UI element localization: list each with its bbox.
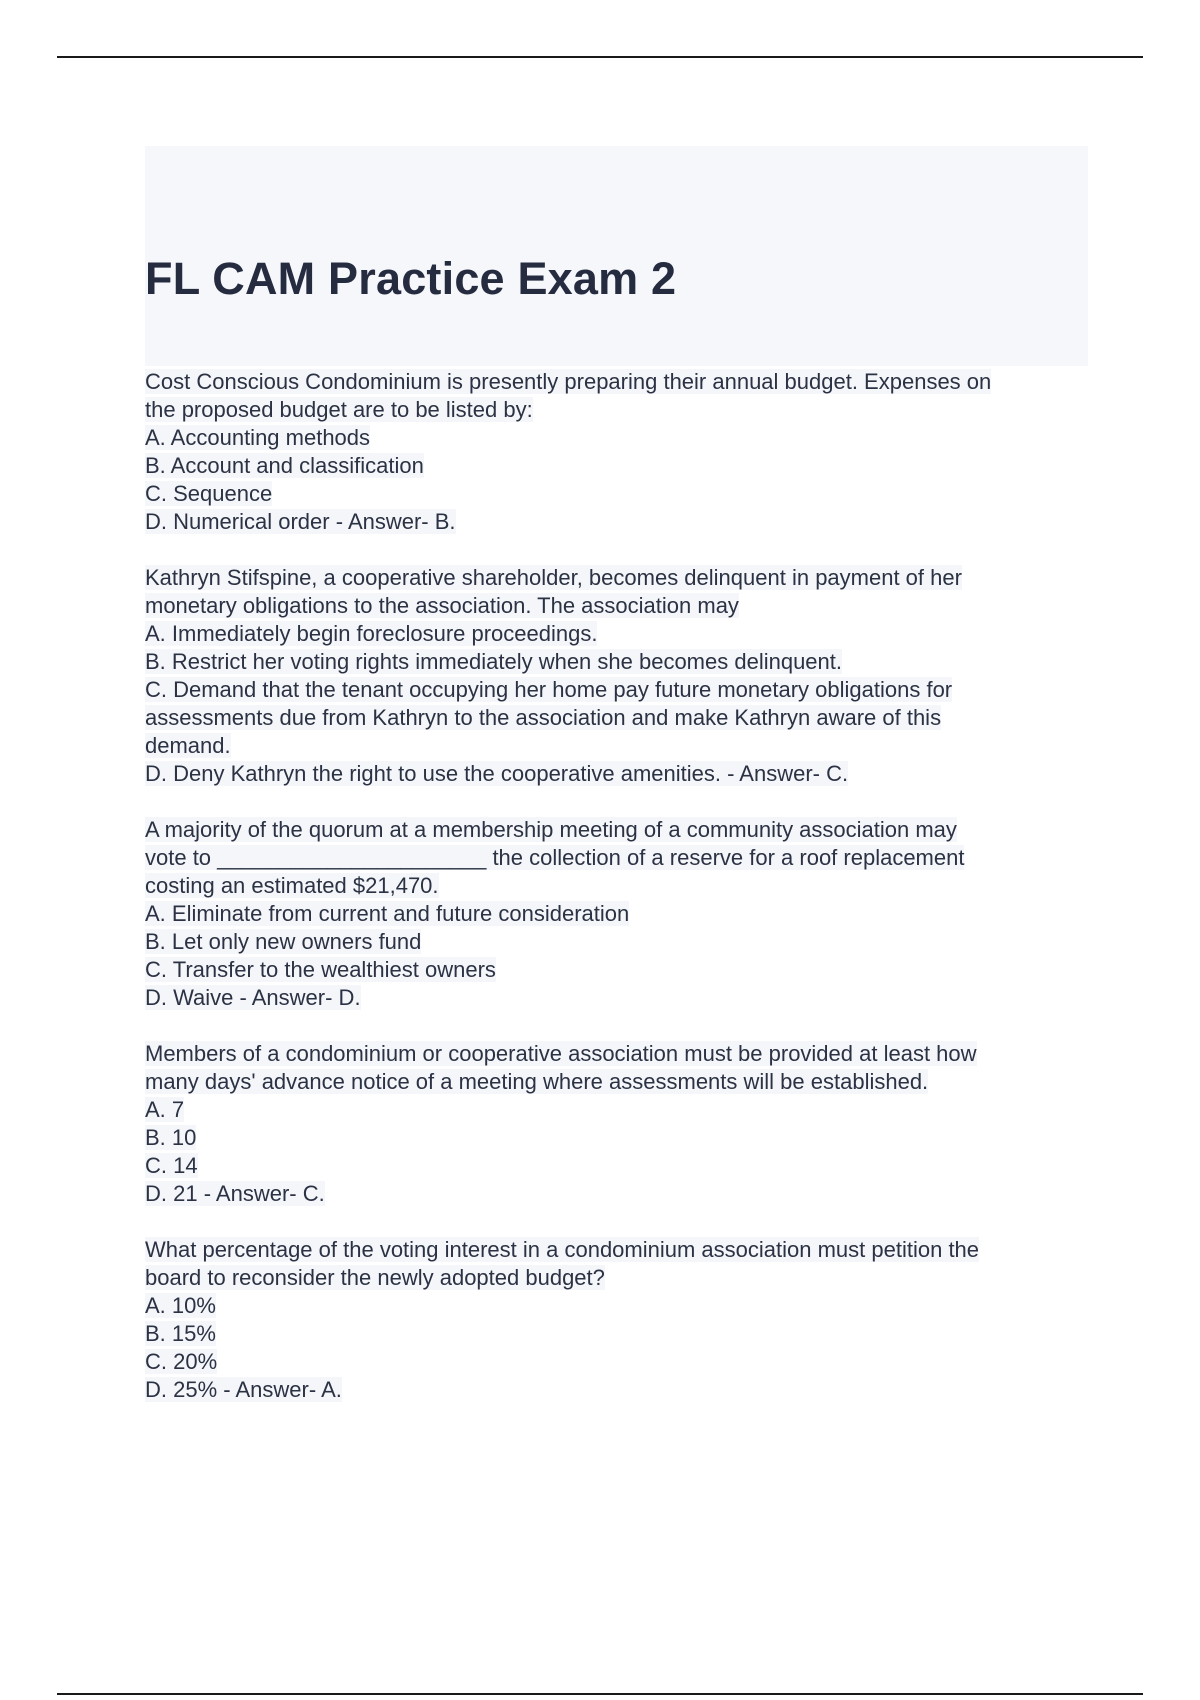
question-text-line bbox=[145, 564, 1095, 592]
answer-option bbox=[145, 676, 1095, 704]
answer-option-text: B. 10 bbox=[145, 1125, 197, 1150]
answer-option-text: A. Accounting methods bbox=[145, 425, 371, 450]
answer-option bbox=[145, 928, 1095, 956]
question-text: Kathryn Stifspine, a cooperative shareholder, becomes delinquent in payment of her bbox=[145, 565, 962, 590]
question-text: costing an estimated $21,470. bbox=[145, 873, 439, 898]
question-text-line bbox=[145, 396, 1095, 424]
answer-option bbox=[145, 480, 1095, 508]
answer-option bbox=[145, 900, 1095, 928]
question-text-line bbox=[145, 1068, 1095, 1096]
question-text: Cost Conscious Condominium is presently preparing their annual budget. Expenses on bbox=[145, 369, 992, 394]
answer-option-text: D. 25% - Answer- A. bbox=[145, 1377, 342, 1402]
answer-option-text: C. Demand that the tenant occupying her home pay future monetary obligations for bbox=[145, 677, 953, 702]
answer-option-text: A. 10% bbox=[145, 1293, 216, 1318]
question-text: monetary obligations to the association. The association may bbox=[145, 593, 739, 618]
answer-option bbox=[145, 1152, 1095, 1180]
question-text-line bbox=[145, 704, 1095, 732]
answer-option-text: D. Deny Kathryn the right to use the cooperative amenities. - Answer- C. bbox=[145, 761, 849, 786]
top-rule bbox=[57, 56, 1143, 58]
answer-option bbox=[145, 760, 1095, 788]
question-block bbox=[145, 816, 1095, 1012]
answer-option-text: A. Eliminate from current and future consideration bbox=[145, 901, 630, 926]
question-list bbox=[145, 368, 1095, 1432]
answer-option-text: C. 14 bbox=[145, 1153, 198, 1178]
answer-option-text: B. 15% bbox=[145, 1321, 216, 1346]
question-text-line bbox=[145, 844, 1095, 872]
answer-option-text: B. Let only new owners fund bbox=[145, 929, 422, 954]
answer-option-text: D. Numerical order - Answer- B. bbox=[145, 509, 456, 534]
answer-option bbox=[145, 1348, 1095, 1376]
answer-option-text: C. Transfer to the wealthiest owners bbox=[145, 957, 496, 982]
answer-option-text: B. Restrict her voting rights immediately when she becomes delinquent. bbox=[145, 649, 843, 674]
answer-option bbox=[145, 1320, 1095, 1348]
question-block bbox=[145, 1040, 1095, 1208]
answer-option-text: C. Sequence bbox=[145, 481, 273, 506]
answer-option-text: D. Waive - Answer- D. bbox=[145, 985, 361, 1010]
bottom-rule bbox=[57, 1693, 1143, 1695]
title-block bbox=[145, 146, 1088, 366]
answer-option bbox=[145, 956, 1095, 984]
answer-option bbox=[145, 1096, 1095, 1124]
answer-option bbox=[145, 1124, 1095, 1152]
question-text: What percentage of the voting interest in a condominium association must petition the bbox=[145, 1237, 980, 1262]
question-text: vote to ______________________ the collection of a reserve for a roof replacement bbox=[145, 845, 965, 870]
question-text-line bbox=[145, 1040, 1095, 1068]
question-text-line bbox=[145, 732, 1095, 760]
answer-option bbox=[145, 984, 1095, 1012]
answer-option-text: D. 21 - Answer- C. bbox=[145, 1181, 325, 1206]
answer-option bbox=[145, 1292, 1095, 1320]
answer-option-text: A. 7 bbox=[145, 1097, 185, 1122]
question-text-line bbox=[145, 872, 1095, 900]
answer-option bbox=[145, 648, 1095, 676]
question-text-line bbox=[145, 592, 1095, 620]
question-block bbox=[145, 368, 1095, 536]
answer-option-text: A. Immediately begin foreclosure proceedings. bbox=[145, 621, 598, 646]
question-text: the proposed budget are to be listed by: bbox=[145, 397, 533, 422]
question-text-line bbox=[145, 1236, 1095, 1264]
question-text-line bbox=[145, 1264, 1095, 1292]
question-block bbox=[145, 1236, 1095, 1404]
question-text: assessments due from Kathryn to the association and make Kathryn aware of this bbox=[145, 705, 942, 730]
question-text: board to reconsider the newly adopted budget? bbox=[145, 1265, 605, 1290]
question-text: many days' advance notice of a meeting where assessments will be established. bbox=[145, 1069, 929, 1094]
answer-option bbox=[145, 424, 1095, 452]
question-text: Members of a condominium or cooperative association must be provided at least how bbox=[145, 1041, 977, 1066]
answer-option bbox=[145, 1376, 1095, 1404]
answer-option bbox=[145, 1180, 1095, 1208]
question-text: demand. bbox=[145, 733, 231, 758]
answer-option-text: C. 20% bbox=[145, 1349, 218, 1374]
answer-option bbox=[145, 452, 1095, 480]
answer-option-text: B. Account and classification bbox=[145, 453, 424, 478]
question-text: A majority of the quorum at a membership meeting of a community association may bbox=[145, 817, 957, 842]
answer-option bbox=[145, 508, 1095, 536]
question-block bbox=[145, 564, 1095, 788]
answer-option bbox=[145, 620, 1095, 648]
question-text-line bbox=[145, 816, 1095, 844]
question-text-line bbox=[145, 368, 1095, 396]
page-title: FL CAM Practice Exam 2 bbox=[145, 253, 677, 304]
